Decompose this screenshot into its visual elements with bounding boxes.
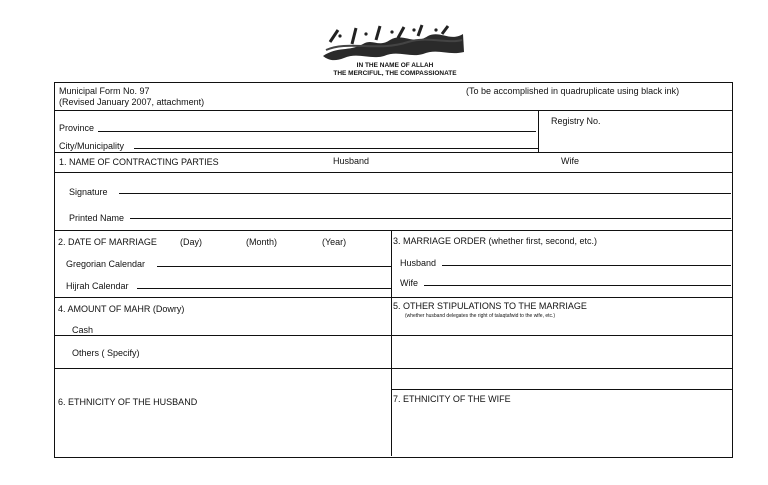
registry-label: Registry No. xyxy=(551,116,601,126)
section3-title: 3. MARRIAGE ORDER (whether first, second, etc.) xyxy=(393,236,598,246)
section5-note: (whether husband delegates the right of talaqtafwid to the wife, etc.) xyxy=(405,313,556,319)
divider-others xyxy=(54,368,732,369)
form-number: Municipal Form No. 97 xyxy=(59,86,150,96)
section1-title: 1. NAME OF CONTRACTING PARTIES xyxy=(59,157,219,167)
section7-title: 7. ETHNICITY OF THE WIFE xyxy=(393,394,511,404)
divider-section1 xyxy=(54,230,732,231)
bismillah-calligraphy xyxy=(318,22,468,64)
city-label: City/Municipality xyxy=(59,141,125,151)
registry-box-bottom xyxy=(538,152,732,153)
signature-field[interactable] xyxy=(119,193,731,194)
registry-box-left xyxy=(538,110,539,152)
bismillah-line-1: IN THE NAME OF ALLAH xyxy=(356,62,434,69)
section5-title: 5. OTHER STIPULATIONS TO THE MARRIAGE xyxy=(393,301,587,311)
hijrah-label: Hijrah Calendar xyxy=(66,281,129,291)
printed-name-label: Printed Name xyxy=(69,213,125,223)
section3-wife-field[interactable] xyxy=(424,285,731,286)
section3-husband-field[interactable] xyxy=(442,265,731,266)
gregorian-field[interactable] xyxy=(157,266,391,267)
section2-title: 2. DATE OF MARRIAGE xyxy=(58,237,157,247)
year-label: (Year) xyxy=(322,237,347,247)
divider-section1-header xyxy=(54,172,732,173)
section1-husband-label: Husband xyxy=(333,156,370,166)
section1-wife-label: Wife xyxy=(561,156,579,166)
month-label: (Month) xyxy=(246,237,278,247)
bismillah-line-2: THE MERCIFUL, THE COMPASSIONATE xyxy=(333,70,457,77)
divider-cash xyxy=(54,335,732,336)
section6-title: 6. ETHNICITY OF THE HUSBAND xyxy=(58,397,198,407)
section4-title: 4. AMOUNT OF MAHR (Dowry) xyxy=(58,304,185,314)
section3-husband-label: Husband xyxy=(400,258,437,268)
form-instruction: (To be accomplished in quadruplicate using black ink) xyxy=(466,86,680,96)
day-label: (Day) xyxy=(180,237,202,247)
cash-label: Cash xyxy=(72,325,94,335)
section3-wife-label: Wife xyxy=(400,278,418,288)
divider-header xyxy=(54,110,732,111)
province-label: Province xyxy=(59,123,95,133)
city-field[interactable] xyxy=(134,148,538,149)
divider-section2 xyxy=(54,297,732,298)
hijrah-field[interactable] xyxy=(137,288,391,289)
province-field[interactable] xyxy=(98,131,536,132)
others-label: Others ( Specify) xyxy=(72,348,140,358)
printed-name-field[interactable] xyxy=(130,218,731,219)
divider-section7-top xyxy=(391,389,732,390)
form-revision: (Revised January 2007, attachment) xyxy=(59,97,205,107)
column-divider xyxy=(391,230,392,456)
gregorian-label: Gregorian Calendar xyxy=(66,259,146,269)
divider-city xyxy=(54,152,538,153)
signature-label: Signature xyxy=(69,187,108,197)
